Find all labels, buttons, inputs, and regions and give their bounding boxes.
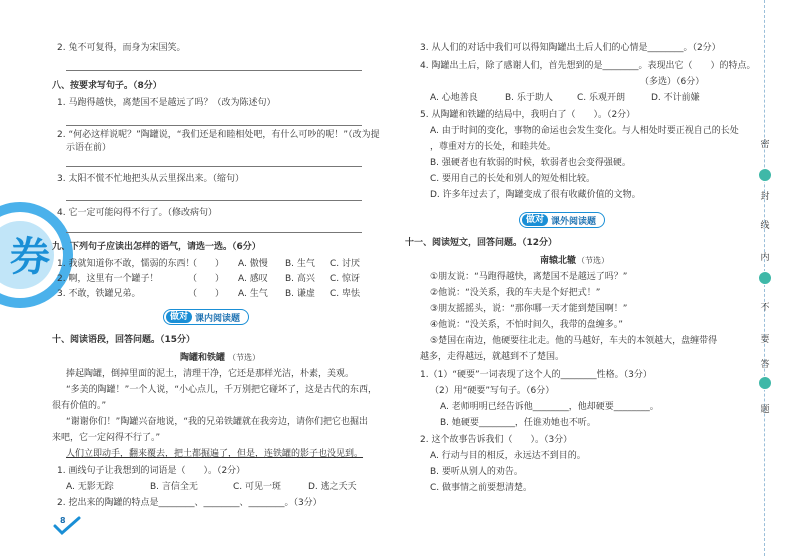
r11-q2-a[interactable]: A. 行动与目的相反，永远达不到目的。: [430, 451, 586, 461]
rail-word: 要: [760, 335, 770, 345]
s8-q2a: 2. “何必这样说呢？”陶罐说，“我们还是和睦相处吧，有什么可吵的呢！”（改为提: [57, 130, 380, 140]
passage-p3a: “谢谢你们！”陶罐兴奋地说，“我的兄弟铁罐就在我旁边，请你们把它也掘出: [66, 417, 368, 427]
r-q4-opt-c[interactable]: C. 乐观开朗: [577, 93, 626, 103]
passage-l4: ④他说：“没关系，不怕时间久，我带的盘缠多。”: [430, 320, 623, 330]
s9-opt-a[interactable]: A. 生气: [238, 289, 268, 299]
page-number: 8: [60, 516, 66, 525]
s9-opt-c[interactable]: C. 卑怯: [330, 289, 361, 299]
rail-word: 线: [760, 221, 770, 231]
s9-opt-a[interactable]: A. 傲慢: [238, 259, 268, 269]
r11-q2-b[interactable]: B. 要听从别人的劝告。: [430, 467, 523, 477]
r-q5-c[interactable]: C. 要用自己的长处和别人的短处相比较。: [430, 174, 596, 184]
s8-q1: 1. 马跑得越快，离楚国不是越远了吗？（改为陈述句）: [57, 98, 276, 108]
passage-p4-underlined: 人们立即动手，翻来覆去，把土都掘遍了，但是，连铁罐的影子也没见到。: [66, 449, 364, 459]
s9-blank[interactable]: （ ）: [188, 259, 225, 269]
r11-q2-c[interactable]: C. 做事情之前要想清楚。: [430, 483, 533, 493]
answer-line[interactable]: [66, 200, 362, 201]
r-q5-b[interactable]: B. 强硬者也有软弱的时候，软弱者也会变得强硬。: [430, 158, 631, 168]
r11-q1: 1.（1）“硬要”一词表现了这个人的________性格。（3分）: [420, 370, 652, 380]
banner-text: 课内阅读题: [195, 313, 241, 324]
q10-1-opt-c[interactable]: C. 可见一斑: [233, 482, 282, 492]
r-q5-a2: ，尊重对方的长处，和睦共处。: [430, 142, 557, 152]
rail-dot-icon: [758, 376, 772, 390]
passage-p2b: 很有价值的。”: [52, 401, 107, 411]
passage-l3: ③朋友摇摇头，说：“那你哪一天才能到楚国啊！”: [430, 304, 628, 314]
r11-q1-2: （2）用“硬要”写句子。（6分）: [430, 386, 555, 396]
s8-q2b: 示语在前）: [66, 143, 112, 153]
r-q4-opt-a[interactable]: A. 心地善良: [430, 93, 478, 103]
s9-opt-a[interactable]: A. 感叹: [238, 274, 268, 284]
s9-blank[interactable]: （ ）: [188, 289, 225, 299]
r-q5-d[interactable]: D. 许多年过去了，陶罐变成了很有收藏价值的文物。: [430, 190, 641, 200]
rail-dot-icon: [758, 168, 772, 182]
article-title: 南辕北辙: [540, 256, 577, 266]
s8-q3: 3. 太阳不慌不忙地把头从云里探出来。（缩句）: [57, 174, 244, 184]
in-class-reading-banner: [163, 309, 249, 325]
passage-l1: ①朋友说：“马跑得越快，离楚国不是越远了吗？”: [430, 272, 628, 282]
s9-opt-b[interactable]: B. 高兴: [285, 274, 315, 284]
rail-word: 不: [760, 303, 770, 313]
banner-tag: 做对: [166, 311, 192, 323]
q10-1-opt-b[interactable]: B. 言信全无: [150, 482, 198, 492]
passage-l2: ②他说：“没关系，我的车夫是个好把式！”: [430, 288, 601, 298]
rail-word: 答: [760, 360, 770, 370]
banner-tag: 做对: [522, 214, 548, 226]
page-number-badge: [52, 515, 82, 537]
article-note: （节选）: [577, 256, 609, 265]
q10-1-opt-d[interactable]: D. 逃之夭夭: [308, 482, 357, 492]
checkmark-icon: [52, 515, 82, 537]
passage-p1: 捧起陶罐，倒掉里面的泥土，清理干净，它还是那样光洁，朴素，美观。: [66, 369, 355, 379]
passage-l5a: ⑤楚国在南边，他硬要往北走。他的马越好，车夫的本领越大，盘缠带得: [430, 336, 718, 346]
r-q4-opt-b[interactable]: B. 乐于助人: [505, 93, 553, 103]
answer-line[interactable]: [66, 166, 362, 167]
q10-2: 2. 挖出来的陶罐的特点是________、________、________。（3分）: [57, 498, 322, 508]
rail-word: 密: [760, 140, 770, 150]
r-q4-opt-d[interactable]: D. 不计前嫌: [651, 93, 700, 103]
article-note: （节选）: [228, 353, 260, 362]
section9-title: 九、下列句子应读出怎样的语气，请选一选。（6分）: [52, 242, 261, 252]
s9-opt-b[interactable]: B. 谦虚: [285, 289, 315, 299]
passage-p2a: “多美的陶罐！”一个人说，“小心点儿，千万别把它碰坏了，这是古代的东西，: [66, 385, 377, 395]
s8-q4: 4. 它一定可能闷得不行了。（修改病句）: [57, 208, 217, 218]
binding-rail: [737, 0, 800, 556]
q10-1: 1. 画线句子让我想到的词语是（ ）。（2分）: [57, 466, 246, 476]
passage-l5b: 越多，走得越远，就越到不了楚国。: [420, 352, 565, 362]
rail-word: 封: [760, 192, 770, 202]
r-q5: 5. 从陶罐和铁罐的结局中，我明白了（ ）。（2分）: [420, 110, 636, 120]
r-q4a: 4. 陶罐出土后，除了感谢人们，首先想到的是________。表现出它（ ）的特点。: [420, 61, 756, 71]
rail-word: 题: [760, 405, 770, 415]
r-q4b: （多选）（6分）: [640, 77, 705, 87]
section11-title: 十一、阅读短文，回答问题。（12分）: [405, 238, 558, 248]
s9-opt-c[interactable]: C. 惊讶: [330, 274, 361, 284]
q10-1-opt-a[interactable]: A. 无影无踪: [66, 482, 114, 492]
s9-blank[interactable]: （ ）: [188, 274, 225, 284]
s9-q2: 2. 啊，这里有一个罐子！: [57, 274, 159, 284]
answer-line[interactable]: [66, 232, 362, 233]
extracurricular-reading-banner: [519, 212, 605, 228]
r11-q1-2a: A. 老师明明已经告诉他________，他却硬要________。: [440, 402, 659, 412]
s9-opt-b[interactable]: B. 生气: [285, 259, 315, 269]
s9-opt-c[interactable]: C. 讨厌: [330, 259, 361, 269]
r11-q2: 2. 这个故事告诉我们（ ）。（3分）: [420, 435, 573, 445]
r11-q1-2b: B. 她硬要________，任谁劝她也不听。: [440, 418, 596, 428]
left-q2: 2. 兔不可复得，而身为宋国笑。: [57, 43, 186, 53]
banner-text: 课外阅读题: [551, 216, 597, 227]
rail-dot-icon: [758, 271, 772, 285]
answer-line[interactable]: [66, 125, 362, 126]
r-q3: 3. 从人们的对话中我们可以得知陶罐出土后人们的心情是________。（2分）: [420, 43, 721, 53]
r-q5-a1[interactable]: A. 由于时间的变化，事物的命运也会发生变化。与人相处时要正视自己的长处: [430, 126, 739, 136]
passage-p3b: 来吧，它一定闷得不行了。”: [52, 433, 161, 443]
article-title: 陶罐和铁罐: [180, 353, 226, 363]
stamp-char: 券: [10, 234, 50, 280]
rail-word: 内: [760, 253, 770, 263]
s9-q1: 1. 我就知道你不敢，懦弱的东西！: [57, 259, 195, 269]
s9-q3: 3. 不敢，铁罐兄弟。: [57, 289, 141, 299]
section8-title: 八、按要求写句子。（8分）: [52, 81, 162, 91]
answer-line[interactable]: [66, 70, 362, 71]
section10-title: 十、阅读语段，回答问题。（15分）: [52, 335, 196, 345]
